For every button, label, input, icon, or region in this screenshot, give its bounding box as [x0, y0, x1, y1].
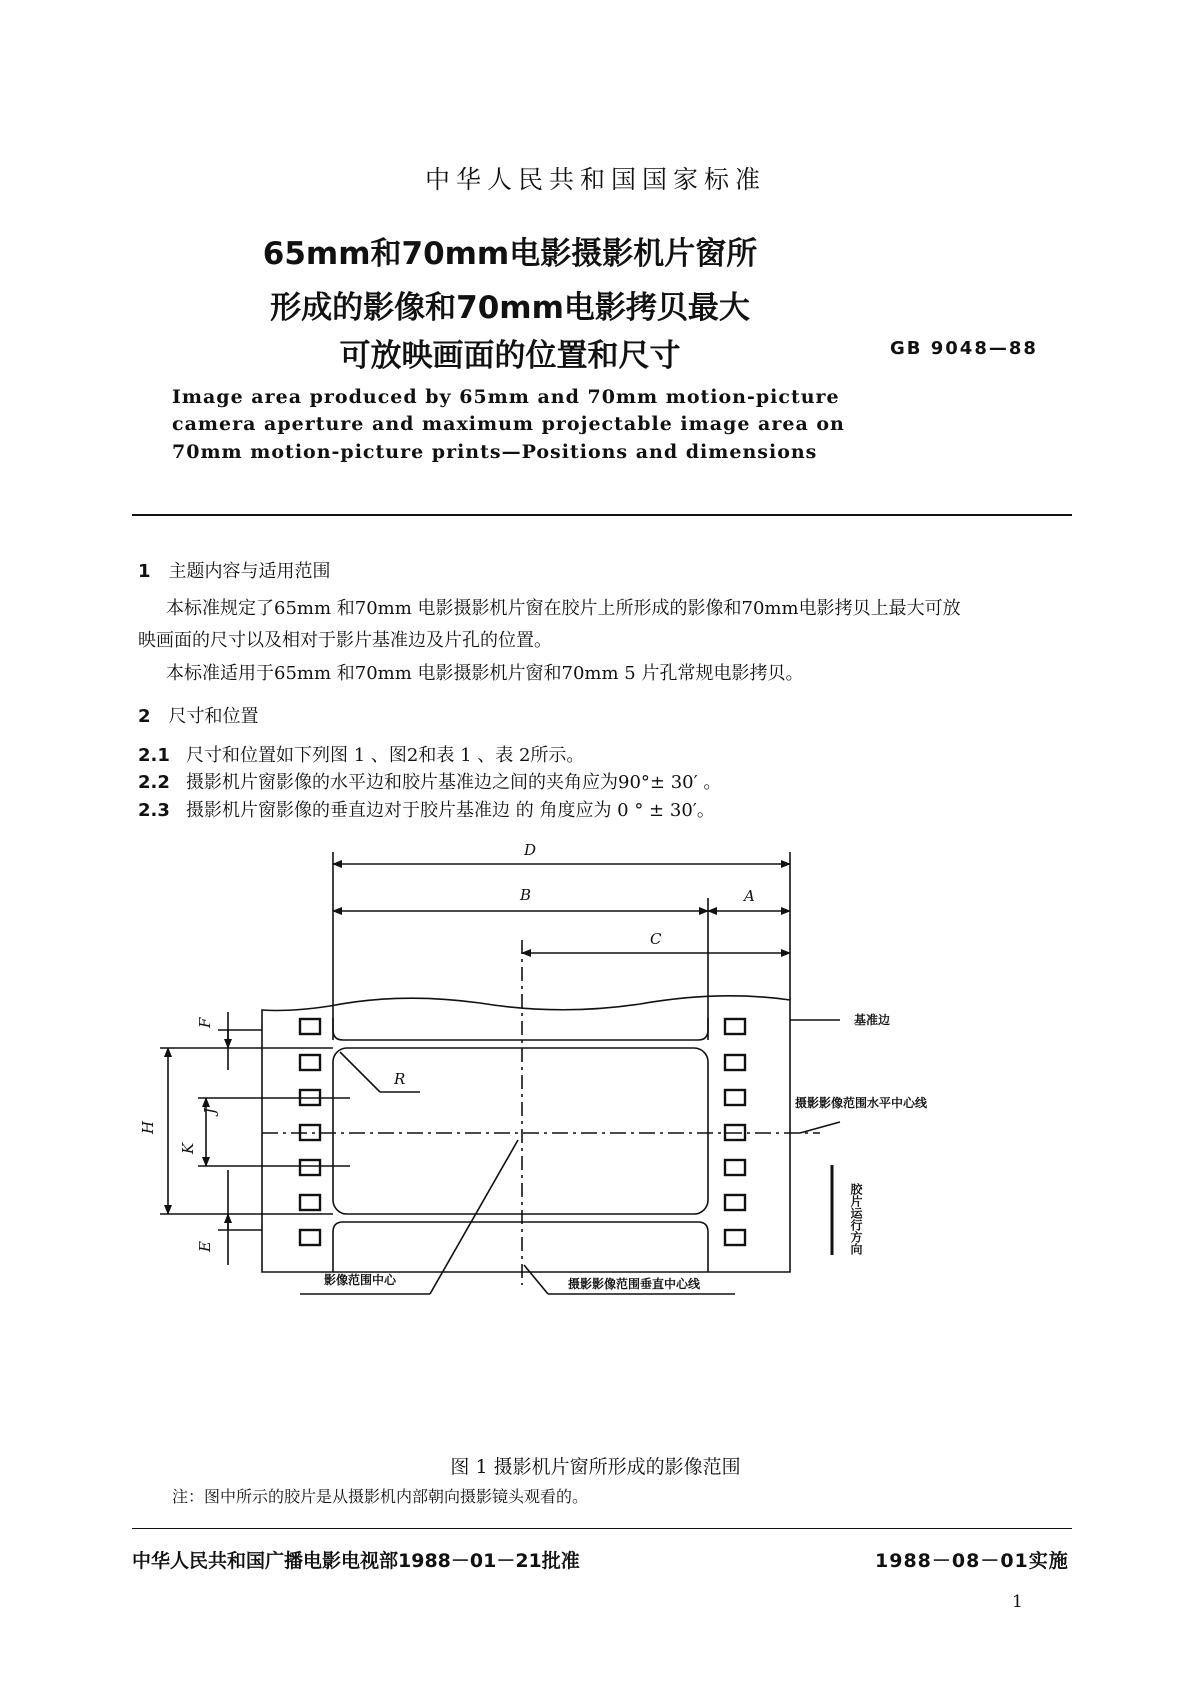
dim-H-label: H — [139, 1120, 157, 1134]
paragraph-1-line-1: 本标准规定了65mm 和70mm 电影摄影机片窗在胶片上所形成的影像和70mm电影拷贝上最大可放 — [166, 598, 961, 619]
figure-note: 注：图中所示的胶片是从摄影机内部朝向摄影镜头观看的。 — [172, 1487, 589, 1506]
section-2-title: 尺寸和位置 — [168, 706, 259, 727]
dim-J-label: J — [201, 1107, 219, 1114]
clause-2-3: 2.3 摄影机片窗影像的垂直边对于胶片基准边 的 角度应为 0 ° ± 30′。 — [138, 800, 715, 821]
film-direction-label: 胶片运行方向 — [849, 1183, 863, 1255]
vertical-centerline-label: 摄影影像范围垂直中心线 — [568, 1277, 701, 1291]
section-1-number: 1 — [138, 561, 151, 582]
dim-C-label: C — [650, 930, 662, 948]
english-title-line-2: camera aperture and maximum projectable image area on — [172, 413, 845, 435]
approval-line: 中华人民共和国广播电影电视部1988－01－21批准 — [132, 1550, 580, 1572]
paragraph-1-line-2: 映画面的尺寸以及相对于影片基准边及片孔的位置。 — [138, 630, 552, 651]
dim-R-label: R — [394, 1070, 406, 1088]
clause-2-2: 2.2 摄影机片窗影像的水平边和胶片基准边之间的夹角应为90°± 30′ 。 — [138, 772, 722, 793]
english-title-line-1: Image area produced by 65mm and 70mm motion-picture — [172, 386, 840, 408]
horizontal-centerline-label: 摄影影像范围水平中心线 — [795, 1096, 928, 1110]
english-title-line-3: 70mm motion-picture prints—Positions and dimensions — [172, 441, 818, 463]
dim-F-label: F — [196, 1017, 214, 1028]
dim-B-label: B — [520, 886, 532, 904]
standard-category-header: 中华人民共和国国家标准 — [424, 165, 766, 194]
image-center-label: 影像范围中心 — [324, 1273, 397, 1287]
implementation-date: 1988－08－01实施 — [875, 1550, 1069, 1572]
section-1-title: 主题内容与适用范围 — [168, 561, 331, 582]
dim-K-label: K — [179, 1142, 197, 1154]
title-line-3: 可放映画面的位置和尺寸 — [339, 338, 681, 374]
reference-edge-label: 基准边 — [854, 1013, 891, 1027]
clause-2-1: 2.1 尺寸和位置如下列图 1 、图2和表 1 、表 2所示。 — [138, 745, 585, 766]
standard-number: GB 9048—88 — [890, 338, 1038, 359]
page-number: 1 — [1012, 1592, 1023, 1612]
dim-E-label: E — [196, 1241, 214, 1252]
dim-A-label: A — [744, 887, 755, 905]
title-line-2: 形成的影像和70mm电影拷贝最大 — [270, 290, 750, 326]
title-line-1: 65mm和70mm电影摄影机片窗所 — [262, 236, 758, 272]
paragraph-2: 本标准适用于65mm 和70mm 电影摄影机片窗和70mm 5 片孔常规电影拷贝。 — [166, 663, 804, 684]
dim-D-label: D — [524, 841, 537, 859]
section-2-number: 2 — [138, 706, 151, 727]
figure-caption: 图 1 摄影机片窗所形成的影像范围 — [450, 1456, 741, 1478]
footer-divider — [132, 1528, 1072, 1529]
